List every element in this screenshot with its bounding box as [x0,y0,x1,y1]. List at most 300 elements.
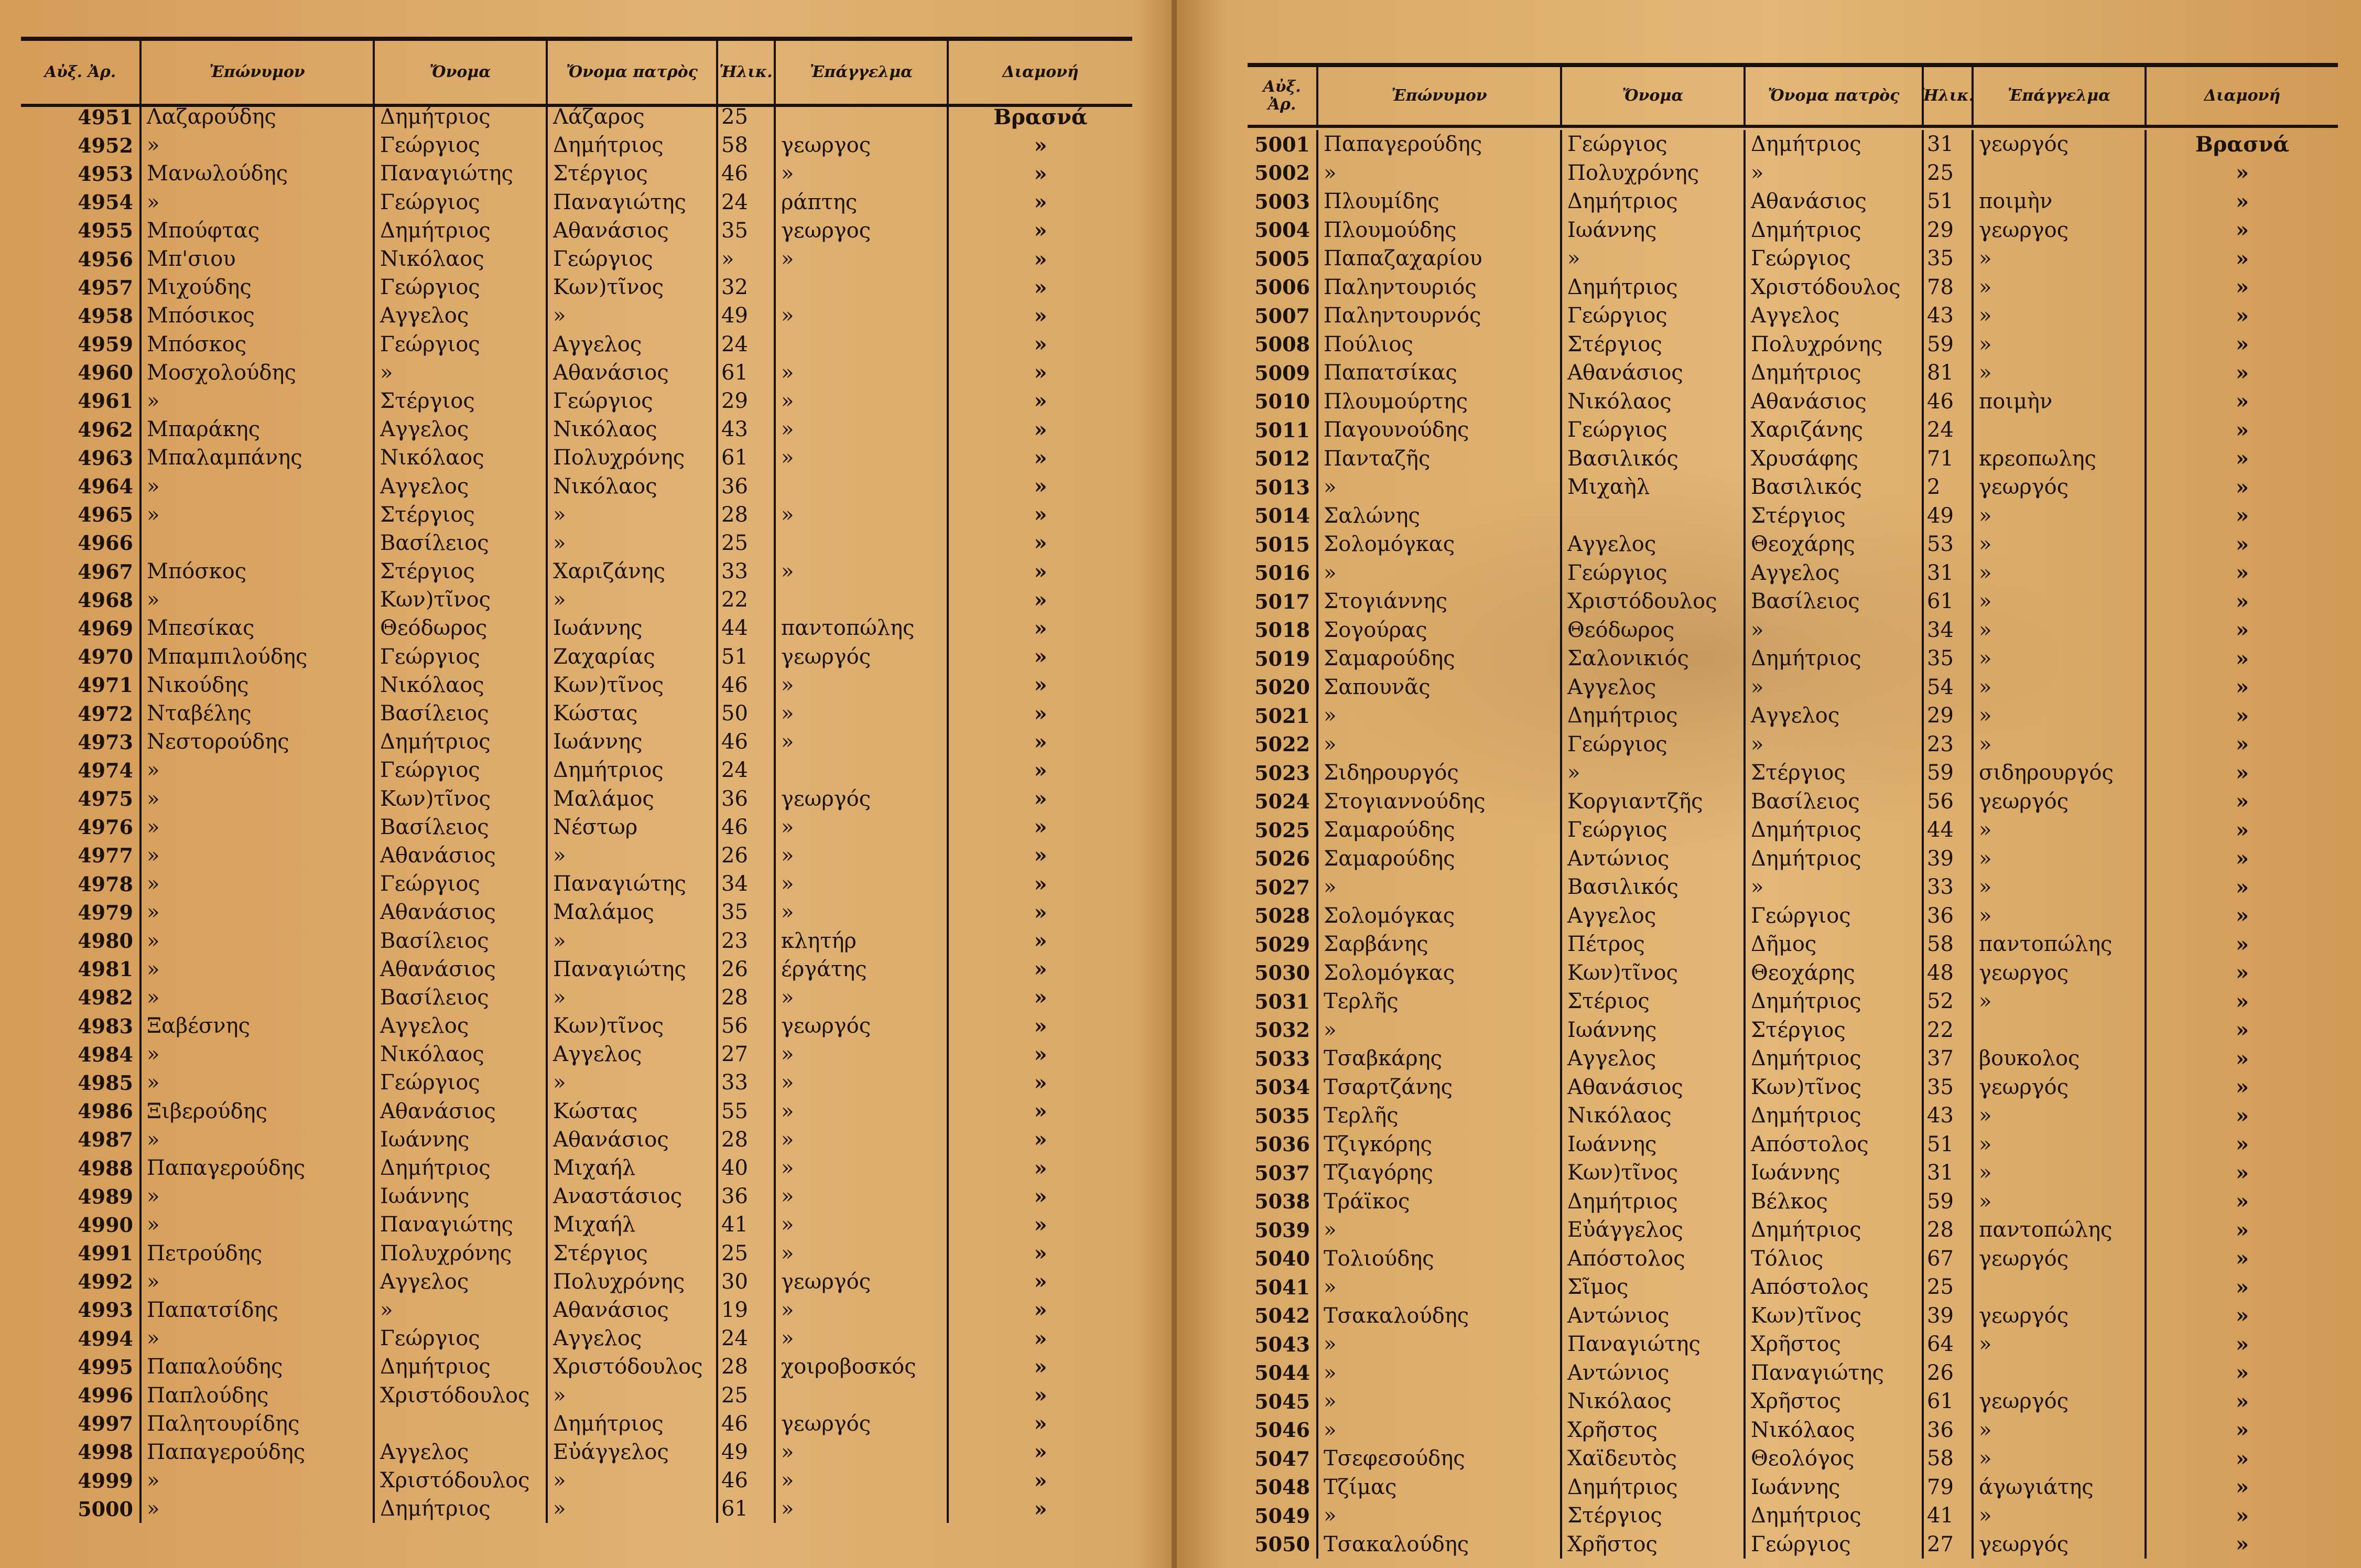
surname-cell: » [142,926,375,955]
residence-cell: » [1034,502,1047,527]
record-number: 5033 [1248,1044,1318,1073]
name-cell: Πολυχρόνης [1562,159,1746,188]
residence-cell: » [2236,817,2249,842]
father-name-cell: » [548,1068,718,1097]
record-number: 5023 [1248,759,1318,787]
name-cell: Απόστολος [1562,1245,1746,1273]
age-cell: 34 [718,870,776,898]
residence-cell: » [2236,703,2249,728]
father-name-cell: Δημήτριος [548,131,718,159]
record-number: 5047 [1248,1444,1318,1473]
occupation-cell: » [776,983,949,1012]
table-row [21,1210,1132,1239]
occupation-cell: » [1974,530,2147,559]
father-name-cell: Αναστάσιος [548,1182,718,1210]
residence-cell: » [2236,1018,2249,1043]
table-row [21,245,1132,273]
name-cell: Αθανάσιος [375,841,548,870]
table-row [1248,1501,2338,1530]
surname-cell: » [142,870,375,898]
father-name-cell: » [1746,159,1924,188]
age-cell: 35 [1924,1073,1974,1102]
surname-cell: Τζιαγόρης [1318,1159,1562,1187]
residence-cell: » [2236,1246,2249,1271]
surname-cell: Μπαλαμπάνης [142,444,375,472]
name-cell: Γεώργιος [375,131,548,159]
name-cell: Εὐάγγελος [1562,1216,1746,1245]
occupation-cell: » [776,1438,949,1466]
age-cell: 50 [718,699,776,728]
occupation-cell: γεωργός [1974,1387,2147,1416]
father-name-cell: Δημήτριος [1746,816,1924,845]
table-row [21,159,1132,188]
residence-cell: » [1034,1212,1047,1237]
age-cell: 56 [1924,787,1974,816]
age-cell: 33 [1924,873,1974,902]
table-row [21,529,1132,557]
father-name-cell: Αθανάσιος [548,217,718,245]
age-cell: 46 [718,1410,776,1438]
table-row [21,103,1132,131]
name-cell: Κοργιαντζῆς [1562,787,1746,816]
father-name-cell: Δημήτριος [548,1410,718,1438]
age-cell: 46 [718,159,776,188]
residence-cell: » [1034,1042,1047,1067]
residence-cell: » [2236,1075,2249,1100]
record-number: 4956 [21,245,142,273]
name-cell: Γεώργιος [1562,301,1746,330]
occupation-cell: » [1974,1130,2147,1159]
father-name-cell: Παναγιώτης [548,188,718,217]
age-cell: 71 [1924,445,1974,473]
father-name-cell: Δημήτριος [1746,644,1924,673]
name-cell: » [1562,759,1746,787]
surname-cell: Παπατσίδης [142,1296,375,1324]
table-row [1248,1187,2338,1216]
residence-cell: » [1034,332,1047,357]
name-cell: Βασιλικός [1562,445,1746,473]
record-number: 5015 [1248,530,1318,559]
record-number: 4960 [21,359,142,387]
header-age: Ἡλικ. [1924,67,1974,125]
occupation-cell [1974,1016,2147,1045]
record-number: 5009 [1248,359,1318,387]
occupation-cell: » [1974,1159,2147,1187]
record-number: 5022 [1248,730,1318,759]
surname-cell: Πούλιος [1318,330,1562,359]
residence-cell: » [1034,615,1047,641]
record-number: 4980 [21,926,142,955]
age-cell: 36 [718,785,776,813]
table-row [1248,730,2338,759]
surname-cell: Μπεσίκας [142,614,375,642]
residence-cell: » [1034,1241,1047,1266]
father-name-cell: Λάζαρος [548,103,718,131]
father-name-cell: Απόστολος [1746,1130,1924,1159]
name-cell: Δημήτριος [1562,1187,1746,1216]
occupation-cell: » [776,870,949,898]
occupation-cell: ποιμὴν [1974,187,2147,216]
residence-cell: » [1034,1440,1047,1465]
occupation-cell [776,273,949,301]
residence-cell: » [2236,1189,2249,1214]
record-number: 5021 [1248,701,1318,730]
occupation-cell: » [776,813,949,841]
header-residence: Διαμονή [1002,63,1079,81]
residence-cell: » [2236,903,2249,928]
surname-cell: Νεστορούδης [142,728,375,756]
age-cell: 61 [718,359,776,387]
father-name-cell: Στέργιος [1746,759,1924,787]
table-row [1248,1273,2338,1302]
table-row [1248,1016,2338,1045]
surname-cell: Σολομόγκας [1318,902,1562,931]
surname-cell: Τερλῆς [1318,987,1562,1016]
residence-cell: » [2236,846,2249,871]
surname-cell: Πανταζῆς [1318,445,1562,473]
name-cell: Δημήτριος [375,1154,548,1182]
name-cell: Αγγελος [1562,902,1746,931]
age-cell: 25 [718,1381,776,1409]
age-cell: 46 [718,813,776,841]
father-name-cell: Χρῆστος [1746,1387,1924,1416]
name-cell: » [375,359,548,387]
occupation-cell: » [1974,730,2147,759]
header-father-name: Ὄνομα πατρὸς [1746,67,1924,125]
residence-cell: » [1034,673,1047,698]
record-number: 4957 [21,273,142,301]
age-cell: 39 [1924,845,1974,873]
table-row [21,1438,1132,1466]
surname-cell: » [142,841,375,870]
record-number: 5046 [1248,1416,1318,1445]
residence-cell: » [2236,446,2249,471]
record-number: 5010 [1248,387,1318,416]
record-number: 5020 [1248,673,1318,702]
record-number: 4976 [21,813,142,841]
name-cell: Αγγελος [375,1438,548,1466]
father-name-cell: Χαριζάνης [1746,416,1924,445]
age-cell: 33 [718,557,776,586]
age-cell: 54 [1924,673,1974,702]
age-cell: 43 [1924,1101,1974,1130]
table-row [1248,644,2338,673]
age-cell: 51 [1924,1130,1974,1159]
surname-cell: Στογιάννης [1318,587,1562,616]
surname-cell: » [1318,1387,1562,1416]
header-father-name: Ὄνομα πατρὸς [548,41,718,104]
name-cell: Θεόδωρος [375,614,548,642]
record-number: 4970 [21,643,142,671]
occupation-cell: » [1974,559,2147,588]
occupation-cell: γεωργός [776,1268,949,1296]
table-row [1248,701,2338,730]
occupation-cell: » [776,557,949,586]
record-number: 5045 [1248,1387,1318,1416]
residence-cell: » [2236,1503,2249,1528]
surname-cell: » [142,785,375,813]
name-cell: Στέργιος [1562,330,1746,359]
residence-cell: » [2236,1132,2249,1157]
father-name-cell: Στέργιος [1746,502,1924,531]
surname-cell: » [1318,701,1562,730]
residence-cell: » [1034,786,1047,812]
record-number: 5005 [1248,244,1318,273]
record-number: 4999 [21,1466,142,1495]
record-number: 5014 [1248,502,1318,531]
age-cell: 78 [1924,273,1974,302]
name-cell: Στέριος [1562,987,1746,1016]
surname-cell: » [1318,1416,1562,1445]
table-row [1248,502,2338,531]
residence-cell: » [1034,388,1047,414]
father-name-cell: Αγγελος [1746,701,1924,730]
father-name-cell: » [548,501,718,529]
age-cell: 35 [718,898,776,926]
surname-cell: » [1318,1330,1562,1359]
residence-cell: » [2236,1532,2249,1557]
record-number: 4984 [21,1040,142,1068]
record-number: 4965 [21,501,142,529]
age-cell: 36 [1924,902,1974,931]
father-name-cell: Αγγελος [548,1324,718,1353]
residence-cell: » [1034,417,1047,442]
father-name-cell: Δημήτριος [1746,1216,1924,1245]
occupation-cell: » [776,1239,949,1268]
father-name-cell: Πολυχρόνης [548,444,718,472]
father-name-cell: Κων)τῖνος [548,671,718,699]
name-cell: Αθανάσιος [1562,359,1746,387]
age-cell: 35 [1924,244,1974,273]
residence-cell: » [2236,560,2249,586]
table-row [21,926,1132,955]
age-cell: 81 [1924,359,1974,387]
surname-cell: Νικούδης [142,671,375,699]
father-name-cell: Γεώργιος [1746,902,1924,931]
occupation-cell: γεωργός [1974,1245,2147,1273]
record-number: 4963 [21,444,142,472]
residence-cell: » [1034,1184,1047,1209]
father-name-cell: Χρυσάφης [1746,445,1924,473]
residence-cell: » [1034,843,1047,868]
residence-cell: » [1034,1013,1047,1039]
father-name-cell: Πολυχρόνης [1746,330,1924,359]
name-cell: Γεώργιος [375,1068,548,1097]
occupation-cell: » [776,444,949,472]
occupation-cell: » [1974,1330,2147,1359]
father-name-cell: Νέστωρ [548,813,718,841]
name-cell: Δημήτριος [375,1495,548,1523]
surname-cell: » [142,955,375,983]
table-row [21,1154,1132,1182]
residence-cell: » [2236,474,2249,500]
father-name-cell: Αγγελος [1746,301,1924,330]
record-number: 4968 [21,586,142,614]
father-name-cell: » [548,1466,718,1495]
occupation-cell: » [776,245,949,273]
residence-cell: » [2236,1446,2249,1471]
occupation-cell [1974,1359,2147,1388]
name-cell: Νικόλαος [1562,1387,1746,1416]
father-name-cell: » [548,586,718,614]
occupation-cell: » [1974,244,2147,273]
table-row [1248,273,2338,302]
name-cell: Γεώργιος [375,1324,548,1353]
residence-cell: » [2236,989,2249,1014]
table-row [21,983,1132,1012]
father-name-cell: Μιχαήλ [548,1210,718,1239]
occupation-cell: » [776,1182,949,1210]
table-row [21,643,1132,671]
occupation-cell: » [776,841,949,870]
age-cell: 25 [718,529,776,557]
occupation-cell: » [776,671,949,699]
name-cell: Νικόλαος [375,671,548,699]
surname-cell: » [142,1210,375,1239]
residence-cell: » [1034,303,1047,328]
table-row [1248,1073,2338,1102]
name-cell: Αγγελος [1562,673,1746,702]
surname-cell: Τερλῆς [1318,1101,1562,1130]
occupation-cell: » [1974,845,2147,873]
father-name-cell: Νικόλαος [548,472,718,500]
surname-cell: Σαπουνᾶς [1318,673,1562,702]
record-number: 4986 [21,1097,142,1126]
occupation-cell [776,756,949,784]
father-name-cell: » [548,1495,718,1523]
name-cell: Γεώργιος [1562,559,1746,588]
age-cell: 58 [718,131,776,159]
name-cell: Ιωάννης [1562,1016,1746,1045]
record-number: 4981 [21,955,142,983]
residence-cell: » [2236,189,2249,214]
table-row [1248,1216,2338,1245]
residence-cell: » [2236,960,2249,986]
residence-cell: » [2236,1418,2249,1443]
father-name-cell: Μαλάμος [548,898,718,926]
table-row [21,955,1132,983]
father-name-cell: Δημήτριος [1746,359,1924,387]
father-name-cell: Γεώργιος [548,387,718,415]
residence-cell: » [1034,758,1047,783]
surname-cell: » [142,188,375,217]
occupation-cell: » [1974,902,2147,931]
table-row [1248,1130,2338,1159]
age-cell: 26 [718,841,776,870]
residence-cell: » [1034,815,1047,840]
name-cell: Σῖμος [1562,1273,1746,1302]
table-row [1248,787,2338,816]
age-cell: 22 [1924,1016,1974,1045]
occupation-cell: » [1974,1187,2147,1216]
residence-cell: » [1034,531,1047,556]
age-cell: 51 [1924,187,1974,216]
occupation-cell: γεωργος [1974,959,2147,988]
record-number: 5038 [1248,1187,1318,1216]
surname-cell: » [142,813,375,841]
surname-cell: Σαμαρούδης [1318,644,1562,673]
occupation-cell: » [776,1210,949,1239]
table-row [21,841,1132,870]
surname-cell: Νταβέλης [142,699,375,728]
age-cell: 64 [1924,1330,1974,1359]
surname-cell: » [142,983,375,1012]
surname-cell: Παπατσίκας [1318,359,1562,387]
header-surname: Ἐπώνυμον [1318,67,1562,125]
surname-cell: Τολιούδης [1318,1245,1562,1273]
surname-cell: Παγουνούδης [1318,416,1562,445]
record-number: 4985 [21,1068,142,1097]
surname-cell: Μανωλούδης [142,159,375,188]
record-number: 4964 [21,472,142,500]
surname-cell: Σαρβάνης [1318,930,1562,959]
occupation-cell: γεωργός [776,1012,949,1040]
age-cell: 31 [1924,559,1974,588]
age-cell: 26 [1924,1359,1974,1388]
father-name-cell: Κώστας [548,699,718,728]
father-name-cell: Ιωάννης [1746,1473,1924,1502]
record-number: 4952 [21,131,142,159]
name-cell: Νικόλαος [1562,1101,1746,1130]
father-name-cell: Αθανάσιος [1746,187,1924,216]
table-row [1248,159,2338,188]
record-number: 4959 [21,330,142,359]
table-row [21,1296,1132,1324]
age-cell: 28 [718,501,776,529]
father-name-cell: Κων)τῖνος [548,273,718,301]
residence-cell: » [1034,644,1047,669]
father-name-cell: Αγγελος [1746,559,1924,588]
age-cell: 61 [718,1495,776,1523]
table-row [1248,1245,2338,1273]
surname-cell: » [1318,1016,1562,1045]
residence-cell: » [1034,1269,1047,1294]
name-cell: Ιωάννης [375,1182,548,1210]
age-cell: 59 [1924,759,1974,787]
left-table-body [21,103,1132,1523]
residence-cell: » [1034,1326,1047,1351]
father-name-cell: Βασίλειος [1746,787,1924,816]
record-number: 4993 [21,1296,142,1324]
name-cell: Γεώργιος [375,870,548,898]
surname-cell: » [1318,730,1562,759]
name-cell: Αντώνιος [1562,1359,1746,1388]
table-row [1248,1302,2338,1331]
name-cell: Παναγιώτης [375,159,548,188]
record-number: 4988 [21,1154,142,1182]
occupation-cell: » [776,1495,949,1523]
name-cell: Γεώργιος [375,330,548,359]
occupation-cell: ποιμὴν [1974,387,2147,416]
surname-cell: Τζίμας [1318,1473,1562,1502]
residence-cell: » [2236,589,2249,614]
occupation-cell: γεωργός [1974,130,2147,159]
age-cell: 43 [718,415,776,444]
occupation-cell: » [776,699,949,728]
name-cell: Βασίλειος [375,529,548,557]
table-row [21,728,1132,756]
surname-cell: Μπούφτας [142,217,375,245]
surname-cell: Σιδηρουργός [1318,759,1562,787]
table-row [21,1268,1132,1296]
father-name-cell: » [1746,616,1924,645]
occupation-cell: » [776,898,949,926]
father-name-cell: Πολυχρόνης [548,1268,718,1296]
record-number: 5024 [1248,787,1318,816]
name-cell: Αντώνιος [1562,845,1746,873]
name-cell: Ιωάννης [375,1126,548,1154]
table-row [1248,445,2338,473]
